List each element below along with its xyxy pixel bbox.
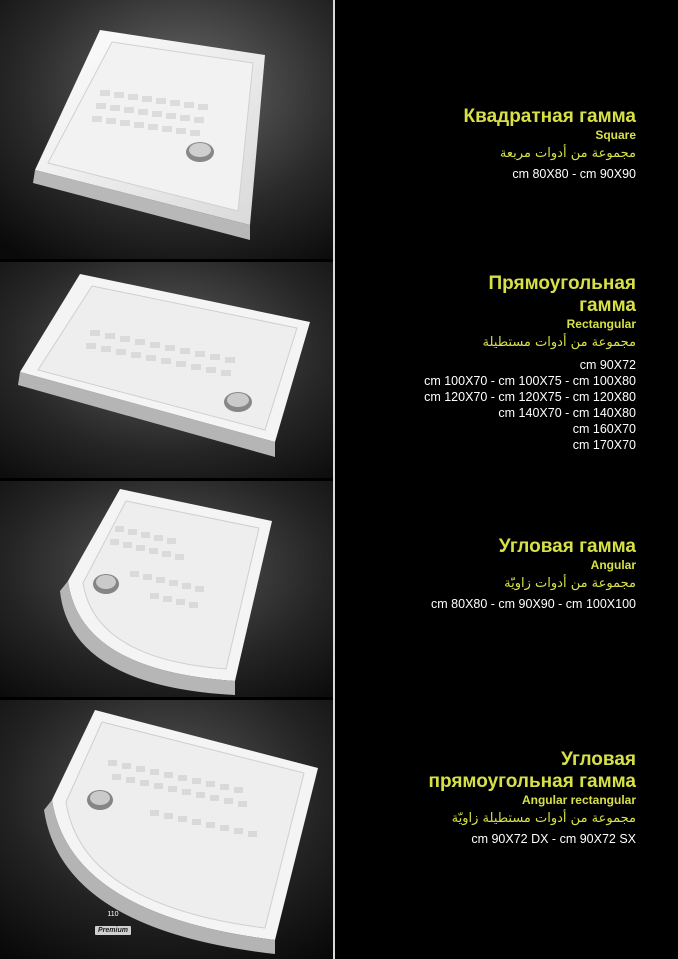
product-title: Квадратная гамма xyxy=(463,106,636,127)
product-subtitle: Square xyxy=(595,128,636,142)
product-title-line-1: Прямоугольная xyxy=(488,273,636,294)
product-arabic: مجموعة من أدوات مربعة xyxy=(499,146,636,161)
product-title-line-2: гамма xyxy=(579,295,636,316)
product-arabic: مجموعة من أدوات مستطيلة زاويّة xyxy=(451,811,636,826)
product-title-line-2: прямоугольная гамма xyxy=(428,771,636,792)
product-angular-rectangular xyxy=(336,749,636,847)
page-number: 110 xyxy=(107,911,119,918)
product-arabic: مجموعة من أدوات مستطيلة xyxy=(482,335,636,350)
product-sizes xyxy=(336,166,636,182)
product-subtitle: Rectangular xyxy=(566,317,636,331)
size-line: cm 100X70 - cm 100X75 - cm 100X80 xyxy=(424,374,636,388)
product-sizes xyxy=(336,596,636,612)
size-line: cm 140X70 - cm 140X80 xyxy=(498,406,636,420)
angular-rectangular-tray-photo xyxy=(0,700,333,959)
product-square xyxy=(336,106,636,182)
product-subtitle: Angular rectangular xyxy=(521,793,636,807)
photo-column xyxy=(0,0,333,959)
product-rectangular xyxy=(336,273,636,453)
product-sizes xyxy=(336,357,636,453)
product-title-line-1: Угловая xyxy=(560,749,636,770)
product-angular xyxy=(336,536,636,612)
size-line: cm 120X70 - cm 120X75 - cm 120X80 xyxy=(424,390,636,404)
size-line: cm 80X80 - cm 90X90 xyxy=(512,167,636,181)
product-arabic: مجموعة من أدوات زاويّة xyxy=(504,576,636,591)
product-sizes xyxy=(336,831,636,847)
size-line: cm 80X80 - cm 90X90 - cm 100X100 xyxy=(431,597,636,611)
size-line: cm 170X70 xyxy=(572,438,636,452)
product-title: Угловая гамма xyxy=(498,536,636,557)
size-line: cm 90X72 xyxy=(579,358,636,372)
premium-badge: Premium xyxy=(95,926,131,935)
rectangular-tray-photo xyxy=(0,262,333,478)
size-line: cm 90X72 DX - cm 90X72 SX xyxy=(471,832,636,846)
square-tray-photo xyxy=(0,0,333,259)
product-subtitle: Angular xyxy=(590,558,636,572)
size-line: cm 160X70 xyxy=(572,422,636,436)
text-column xyxy=(335,0,678,959)
page-footer xyxy=(95,911,131,937)
angular-tray-photo xyxy=(0,481,333,697)
